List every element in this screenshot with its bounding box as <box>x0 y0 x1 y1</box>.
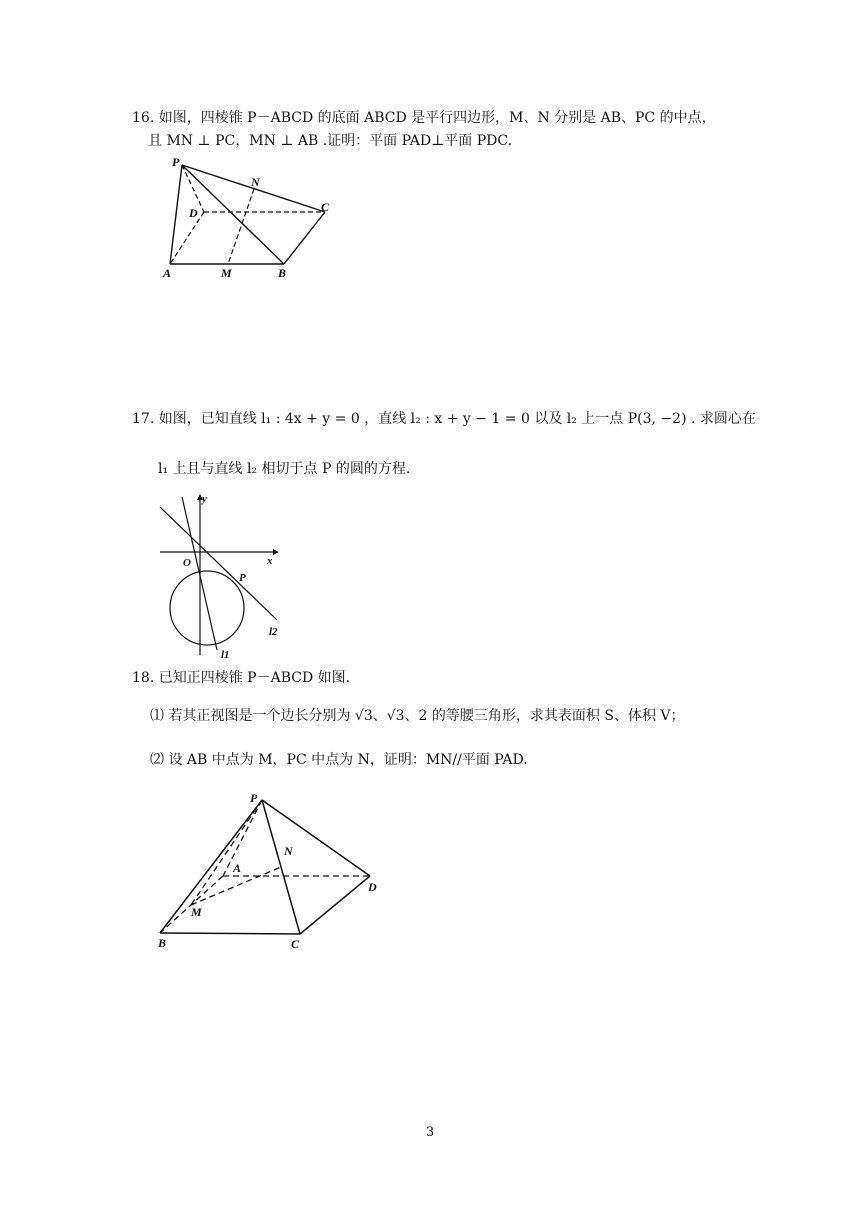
q18-item2: ⑵ 设 AB 中点为 M，PC 中点为 N，证明：MN//平面 PAD. <box>150 752 528 768</box>
q17-label-x: x <box>267 555 273 567</box>
q17-label-l1: l1 <box>221 649 230 661</box>
q18-label-M: M <box>191 905 202 919</box>
q17-label-y: y <box>202 493 207 505</box>
q18-label-A: A <box>233 861 242 875</box>
q17-line2: l₁ 上且与直线 l₂ 相切于点 P 的圆的方程. <box>158 461 411 477</box>
q17-label-l2: l2 <box>269 626 278 638</box>
q18-label-B: B <box>158 936 167 950</box>
q17-circle-figure <box>155 492 295 662</box>
q17-label-O: O <box>183 557 191 569</box>
page-number: 3 <box>425 1125 435 1140</box>
q16-label-A: A <box>163 266 172 280</box>
q18-label-P: P <box>250 791 258 805</box>
q18-item1: ⑴ 若其正视图是一个边长分别为 √3、√3、2 的等腰三角形，求其表面积 S、体积 V； <box>150 708 685 724</box>
q18-line1: 18. 已知正四棱锥 P－ABCD 如图. <box>132 670 351 686</box>
q16-label-D: D <box>189 206 198 220</box>
q17-line1: 17. 如图，已知直线 l₁ : 4x + y = 0 ，直线 l₂ : x + y − 1 = 0 以及 l₂ 上一点 P(3, −2) . 求圆心在 <box>132 411 756 427</box>
q18-label-N: N <box>284 844 293 858</box>
q16-label-C: C <box>321 200 330 214</box>
q17-label-P: P <box>239 572 246 584</box>
q18-label-D: D <box>368 880 377 894</box>
q16-label-P: P <box>172 155 180 169</box>
q16-label-B: B <box>278 266 287 280</box>
q18-pyramid-figure <box>150 790 390 955</box>
q16-line2: 且 MN ⊥ PC，MN ⊥ AB .证明：平面 PAD⊥平面 PDC. <box>148 133 513 149</box>
q16-pyramid-figure <box>160 152 360 282</box>
q16-label-N: N <box>251 175 260 189</box>
q16-label-M: M <box>221 266 232 280</box>
q16-line1: 16. 如图，四棱锥 P－ABCD 的底面 ABCD 是平行四边形，M、N 分别是 AB、PC 的中点， <box>132 110 716 126</box>
q18-label-C: C <box>291 937 300 951</box>
